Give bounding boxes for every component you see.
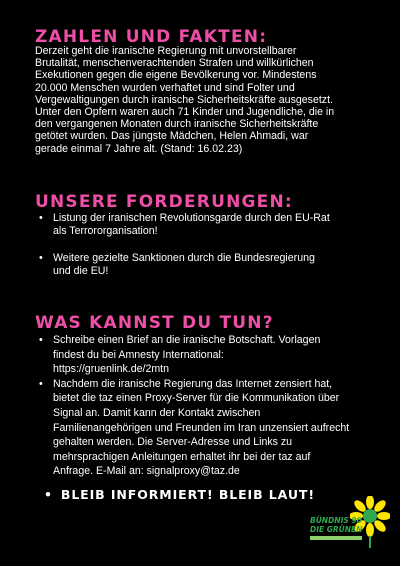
text-line: Unter den Opfern waren auch 71 Kinder und Jugendliche, die in	[35, 106, 335, 119]
text-line: Exekutionen gegen die eigene Bevölkerung vor. Mindestens	[35, 69, 317, 82]
text-line: findest du bei Amnesty International:	[53, 348, 224, 361]
slogan	[44, 487, 315, 502]
text-line: mehrsprachigen Anleitungen erhaltet ihr bei der taz auf	[53, 450, 311, 463]
text-line: Familienangehörigen und Freunden im Iran unzensiert aufrecht	[53, 421, 350, 434]
logo-line-1: BÜNDNIS 90	[310, 516, 362, 525]
text-line: • Listung der iranischen Revolutionsgarde durch den EU-Rat	[53, 212, 330, 224]
logo-line-2: DIE GRÜNEN	[310, 525, 363, 534]
text-line: und die EU!	[53, 265, 109, 278]
list-item	[35, 377, 370, 479]
actions-list	[35, 333, 370, 479]
text-line: • Schreibe einen Brief an die iranische Botschaft. Vorlagen	[53, 334, 321, 346]
text-line: 20.000 Menschen wurden verhaftet und sind Folter und	[35, 81, 295, 94]
text-line: als Terrororganisation!	[53, 225, 158, 238]
list-item	[35, 212, 370, 239]
amnesty-link[interactable]: https://gruenlink.de/2mtn	[53, 363, 170, 376]
email-line[interactable]: Anfrage. E-Mail an: signalproxy@taz.de	[53, 465, 240, 478]
text-line: bietet die taz einen Proxy-Server für die Kommunikation über	[53, 392, 340, 405]
text-line: Vergewaltigungen durch iranische Sicherheitskräfte ausgesetzt.	[35, 93, 333, 106]
heading-zahlen-und-fakten: ZAHLEN UND FAKTEN:	[35, 27, 268, 47]
text-line: Derzeit geht die iranische Regierung mit unvorstellbarer	[35, 45, 297, 57]
logo-text	[310, 516, 362, 534]
text-line: gehalten werden. Die Server-Adresse und Links zu	[53, 436, 293, 449]
bullet-icon: •	[44, 487, 53, 502]
party-logo	[310, 496, 390, 556]
text-line: • Nachdem die iranische Regierung das Internet zensiert hat,	[53, 377, 333, 390]
text-line: den vergangenen Monaten durch iranische Sicherheitskräfte	[35, 118, 319, 131]
list-item	[35, 333, 370, 377]
facts-paragraph	[35, 45, 367, 155]
slogan-text: BLEIB INFORMIERT! BLEIB LAUT!	[60, 487, 315, 502]
demands-list	[35, 212, 370, 279]
text-line: getötet wurden. Das jüngste Mädchen, Helen Ahmadi, war	[35, 130, 309, 143]
text-line: gerade einmal 7 Jahre alt. (Stand: 16.02.23)	[35, 142, 243, 155]
text-line: Signal an. Damit kann der Kontakt zwischen	[53, 406, 261, 419]
logo-bar	[310, 536, 362, 540]
text-line: • Weitere gezielte Sanktionen durch die Bundesregierung	[53, 251, 315, 264]
heading-unsere-forderungen: UNSERE FORDERUNGEN:	[35, 192, 293, 212]
text-line: Brutalität, menschenverachtenden Strafen und willkürlichen	[35, 57, 314, 70]
heading-was-kannst-du-tun: WAS KANNST DU TUN?	[35, 313, 274, 333]
list-item	[35, 252, 370, 279]
